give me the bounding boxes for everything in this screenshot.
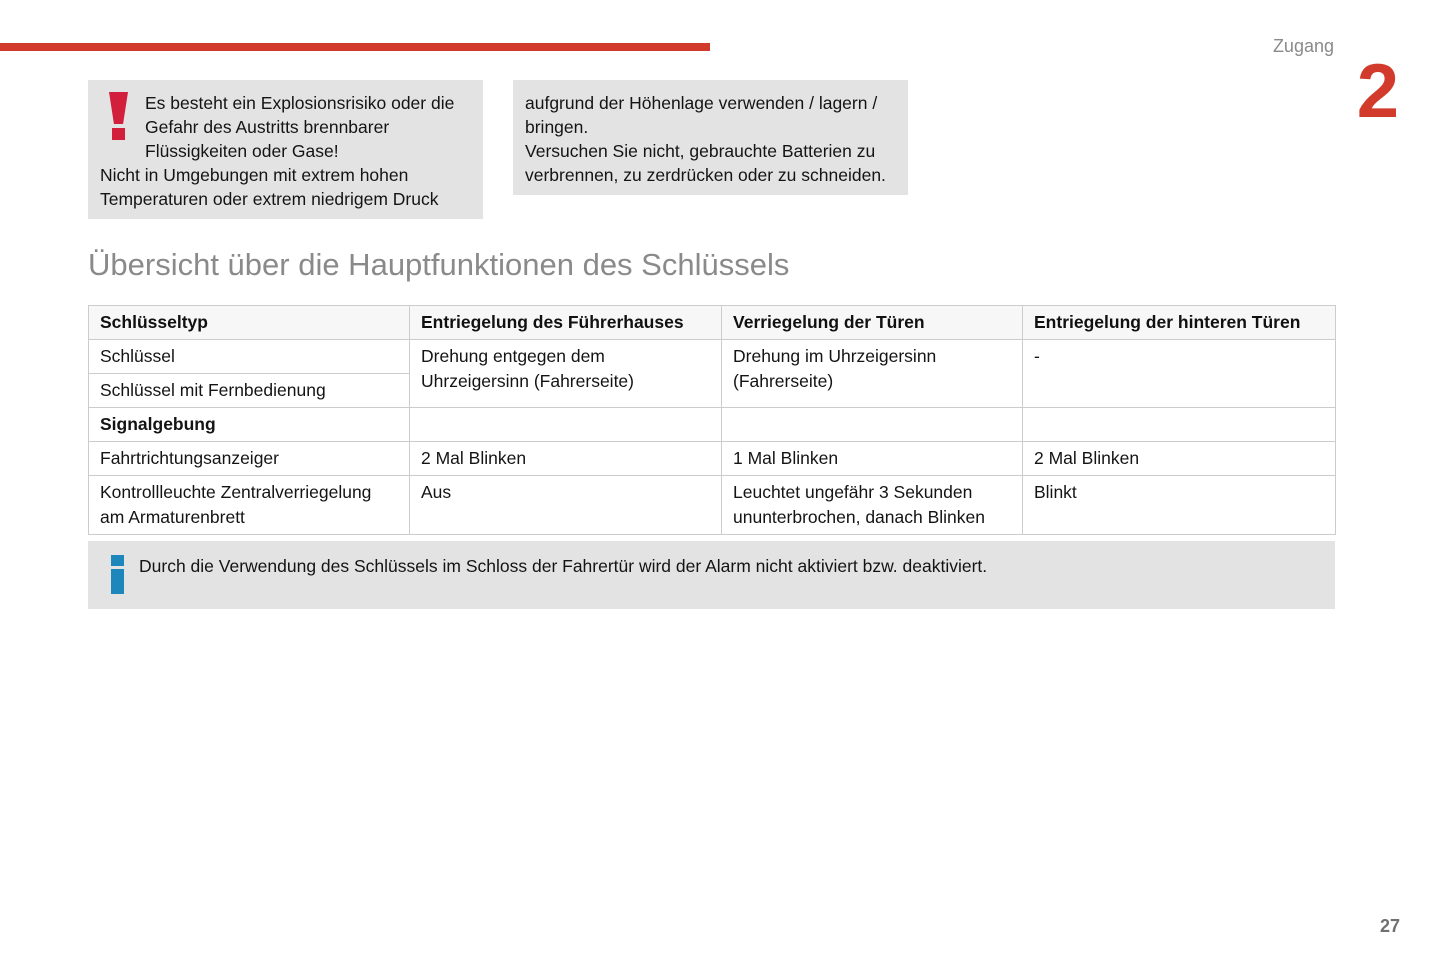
warning-text-line: Versuchen Sie nicht, gebrauchte Batterien zu verbrennen, zu zerdrücken oder zu schneiden. xyxy=(525,141,886,185)
warning-box-left xyxy=(88,80,483,219)
col-header-entriegelung-hintere-tueren: Entriegelung der hinteren Türen xyxy=(1023,306,1336,340)
cell-schluessel: Schlüssel xyxy=(89,340,410,374)
warning-text-line: aufgrund der Höhenlage verwenden / lagern / bringen. xyxy=(525,93,878,137)
table-row xyxy=(89,442,1336,476)
cell-blinkt: Blinkt xyxy=(1023,476,1336,535)
cell-empty xyxy=(722,408,1023,442)
table-row xyxy=(89,408,1336,442)
warning-exclamation-icon xyxy=(106,92,131,141)
breadcrumb: Zugang xyxy=(1272,36,1334,56)
cell-blinken: 2 Mal Blinken xyxy=(410,442,722,476)
cell-drehung-im-uhrzeigersinn: Drehung im Uhrzeigersinn (Fahrerseite) xyxy=(722,340,1023,408)
table-row xyxy=(89,476,1336,535)
cell-leuchtet: Leuchtet ungefähr 3 Sekunden ununterbrochen, danach Blinken xyxy=(722,476,1023,535)
key-functions-table xyxy=(88,305,1336,535)
section-title: Übersicht über die Hauptfunktionen des Schlüssels xyxy=(88,247,790,282)
col-header-schluesseltyp: Schlüsseltyp xyxy=(89,306,410,340)
cell-blinken: 1 Mal Blinken xyxy=(722,442,1023,476)
table-row xyxy=(89,340,1336,374)
cell-aus: Aus xyxy=(410,476,722,535)
info-text: Durch die Verwendung des Schlüssels im Schloss der Fahrertür wird der Alarm nicht aktiviert bzw. deaktiviert. xyxy=(139,556,988,576)
page-number: 27 xyxy=(1379,916,1400,936)
cell-signalgebung: Signalgebung xyxy=(89,408,410,442)
warning-text-line: Nicht in Umgebungen mit extrem hohen Temperaturen oder extrem niedrigem Druck xyxy=(100,165,439,209)
table-header-row xyxy=(89,306,1336,340)
cell-fahrtrichtungsanzeiger: Fahrtrichtungsanzeiger xyxy=(89,442,410,476)
chapter-accent-bar xyxy=(0,43,710,51)
col-header-entriegelung-fuehrerhaus: Entriegelung des Führerhauses xyxy=(410,306,722,340)
cell-drehung-entgegen: Drehung entgegen dem Uhrzeigersinn (Fahrerseite) xyxy=(410,340,722,408)
cell-schluessel-mit-fernbedienung: Schlüssel mit Fernbedienung xyxy=(89,374,410,408)
chapter-number: 2 xyxy=(1356,49,1399,134)
warning-text-line: Es besteht ein Explosionsrisiko oder die Gefahr des Austritts brennbarer Flüssigkeiten oder Gase! xyxy=(145,93,455,161)
cell-dash: - xyxy=(1023,340,1336,408)
info-icon xyxy=(111,555,125,595)
col-header-verriegelung-tueren: Verriegelung der Türen xyxy=(722,306,1023,340)
cell-kontrollleuchte: Kontrollleuchte Zentralverriegelung am Armaturenbrett xyxy=(89,476,410,535)
cell-empty xyxy=(410,408,722,442)
cell-empty xyxy=(1023,408,1336,442)
cell-blinken: 2 Mal Blinken xyxy=(1023,442,1336,476)
info-box xyxy=(88,541,1335,609)
warning-box-right xyxy=(513,80,908,195)
